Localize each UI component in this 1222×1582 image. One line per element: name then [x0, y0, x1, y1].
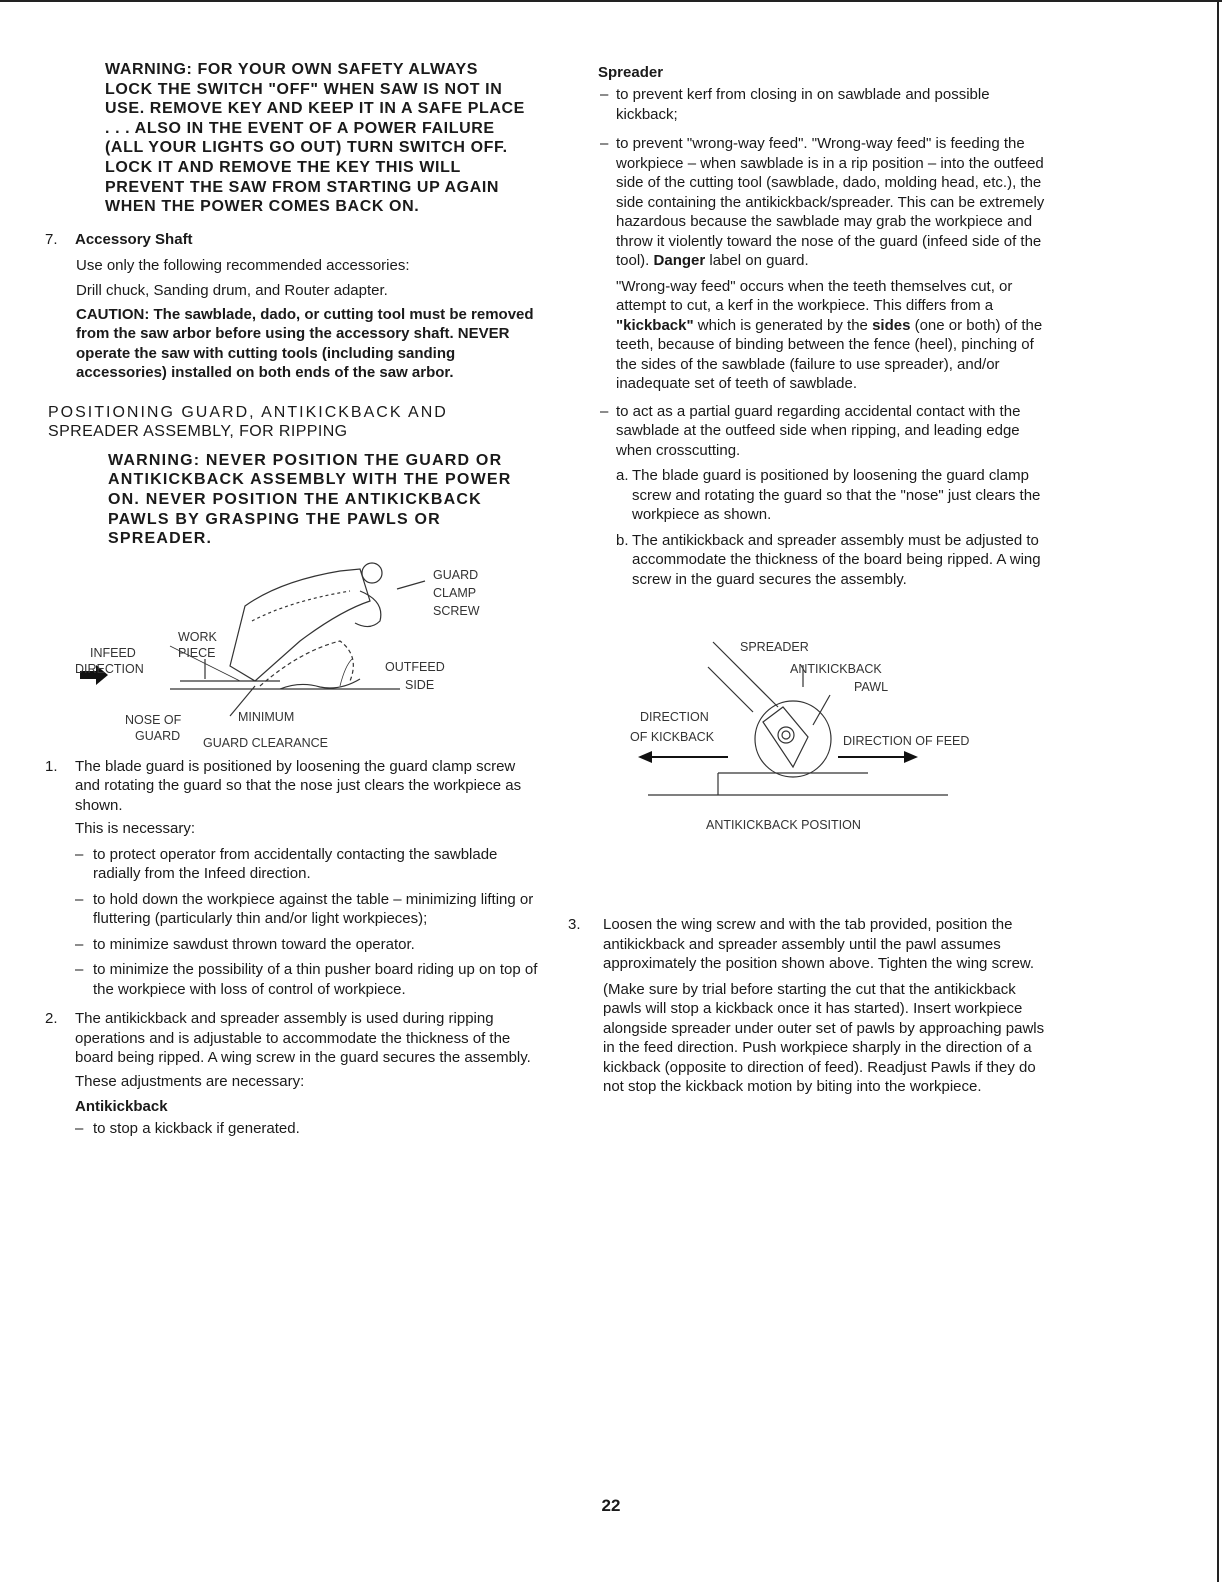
item-2-necessary: These adjustments are necessary: — [75, 1072, 305, 1090]
wwf-kickback-word: "kickback" — [616, 316, 694, 334]
guard-clamp-screw-knob — [362, 563, 382, 583]
item-1-dash-1: – to protect operator from accidentally contacting the sawblade radially from the Infeed direction. — [75, 845, 498, 883]
antikickback-dash-text: to stop a kickback if generated. — [93, 1119, 300, 1137]
item-7-number: 7. — [45, 230, 58, 248]
section-title-line-2: SPREADER ASSEMBLY, FOR RIPPING — [48, 422, 348, 440]
kickback-arrow-icon — [638, 751, 652, 763]
fig2-label-of-kickback: OF KICKBACK — [630, 730, 715, 744]
antikickback-position-diagram — [568, 637, 1054, 867]
feed-arrow-icon — [904, 751, 918, 763]
fig1-label-guard: GUARD — [433, 567, 479, 582]
pawl-pivot-icon — [778, 727, 794, 743]
warning-switch-lock: WARNING: FOR YOUR OWN SAFETY ALWAYS LOCK THE SWITCH "OFF" WHEN SAW IS NOT IN USE. REMOVE KEY AND KEEP IT IN A SAFE PLACE . . . ALSO IN THE EVENT OF A POWER FAILURE (ALL YOUR LIGHTS GO OUT) TURN SWITCH OFF. LOCK IT AND REMOVE THE KEY THIS WILL PREVENT THE SAW FROM STARTING UP AGAIN WHEN THE POWER COMES BACK ON. — [105, 61, 525, 216]
guard-clearance-diagram — [40, 541, 510, 751]
fig2-caption: ANTIKICKBACK POSITION — [706, 818, 861, 832]
right-column — [568, 64, 1054, 1097]
item-7-body — [76, 248, 540, 383]
item-1 — [40, 757, 540, 1000]
page-number: 22 — [601, 1496, 621, 1515]
item-3-text: Loosen the wing screw and with the tab provided, position the antikickback and spreader assembly until the pawl assumes approximately the position shown above. Tighten the wing screw. — [603, 916, 1035, 972]
spreader-pointer-2 — [708, 667, 753, 712]
item-3 — [568, 915, 1054, 1097]
fig1-label-work: WORK — [178, 629, 217, 644]
spreader-dash-2-text-b: label on guard. — [709, 252, 809, 269]
item-7-caution: CAUTION: The sawblade, dado, or cutting tool must be removed from the saw arbor before using the accessory shaft. NEVER operate the saw with cutting tools (including sanding accessories) installed on both ends of the saw arbor. — [76, 305, 534, 382]
fig2-label-direction: DIRECTION — [640, 710, 709, 724]
fig1-label-guard-clearance: GUARD CLEARANCE — [203, 735, 329, 750]
fig1-label-outfeed: OUTFEED — [385, 659, 445, 674]
fig2-label-spreader: SPREADER — [740, 640, 809, 654]
spreader-dash-2: – to prevent "wrong-way feed". "Wrong-way feed" is feeding the workpiece – when sawblade is in a rip position – into the outfeed side of the cutting tool (sawblade, dado, molding head, etc.), the side containing the antikickback/spreader. This can be extremely hazardous because the sawblade may grab the workpiece and throw it violently toward the nose of the guard (infeed side of the tool). Danger label on guard. — [600, 135, 1045, 269]
item-1-dash-4-text: to minimize the possibility of a thin pusher board riding up on top of the workpiece with loss of control of workpiece. — [93, 961, 538, 998]
item-3-number: 3. — [568, 916, 581, 933]
item-1-dash-2: – to hold down the workpiece against the table – minimizing lifting or fluttering (particularly thin and/or light workpieces); — [75, 890, 534, 928]
fig1-label-side: SIDE — [405, 677, 435, 692]
wwf-text-b: which is generated by the — [697, 316, 868, 334]
sub-item-a — [616, 466, 1054, 525]
fig1-label-direction: DIRECTION — [75, 661, 144, 676]
section-title-line-1: POSITIONING GUARD, ANTIKICKBACK AND — [48, 403, 448, 421]
item-2-text: The antikickback and spreader assembly is used during ripping operations and is adjustable to accommodate the thickness of the board being ripped. A wing screw in the guard secures the assembly. — [75, 1010, 531, 1067]
item-7-title: Accessory Shaft — [75, 230, 193, 248]
item-1-number: 1. — [45, 757, 58, 775]
fig1-label-nose-guard: GUARD — [135, 728, 181, 743]
pawl-pointer — [813, 695, 830, 725]
wrong-way-feed-paragraph — [616, 277, 1054, 394]
pawl-pivot-inner — [782, 731, 790, 739]
fig2-label-pawl: PAWL — [854, 680, 889, 694]
spreader-heading: Spreader — [598, 64, 664, 81]
antikickback-dash: – to stop a kickback if generated. — [75, 1119, 300, 1137]
sub-item-b-label: b. — [616, 531, 629, 549]
item-1-text: The blade guard is positioned by loosening the guard clamp screw and rotating the guard so that the nose just clears the workpiece as shown. — [75, 757, 522, 814]
item-7-p1: Use only the following recommended accessories: — [76, 256, 410, 274]
item-1-dash-3-text: to minimize sawdust thrown toward the operator. — [93, 935, 415, 953]
fig1-label-infeed: INFEED — [90, 645, 136, 660]
spreader-dash-3-text: to act as a partial guard regarding accidental contact with the sawblade at the outfeed side when ripping, and leading edge when crosscutting. — [616, 402, 1021, 459]
antikickback-heading: Antikickback — [75, 1098, 168, 1116]
fig1-label-piece: PIECE — [178, 645, 216, 660]
sub-item-b-text: The antikickback and spreader assembly must be adjusted to accommodate the thickness of the board being ripped. A wing screw in the guard secures the assembly. — [632, 531, 1041, 588]
item-1-dash-2-text: to hold down the workpiece against the table – minimizing lifting or fluttering (particularly thin and/or light workpieces); — [93, 890, 534, 928]
spreader-dash-2-text-a: to prevent "wrong-way feed". "Wrong-way feed" is feeding the workpiece – when sawblade is in a rip position – into the outfeed side of the cutting tool (sawblade, dado, molding head, etc.), the side containing the antikickback/spreader. This can be extremely hazardous because the sawblade may grab the workpiece and throw it violently toward the nose of the guard (infeed side of the tool). — [616, 135, 1045, 269]
wwf-text-c: (one or both) of the teeth, because of binding between the fence (heel), pinching of the sides of the sawblade (failure to use spreader), and/or inadequate set of teeth of sawblade. — [616, 316, 1043, 392]
guard-inner-outline — [252, 591, 350, 621]
fig2-label-antikickback: ANTIKICKBACK — [790, 662, 882, 676]
warning-positioning: WARNING: NEVER POSITION THE GUARD OR ANTIKICKBACK ASSEMBLY WITH THE POWER ON. NEVER POSITION THE ANTIKICKBACK PAWLS BY GRASPING THE PAWLS OR SPREADER. — [108, 451, 512, 548]
blade-guard-shape — [230, 569, 370, 681]
fig2-label-direction-of-feed: DIRECTION OF FEED — [843, 734, 970, 748]
left-column — [40, 60, 540, 1138]
fig1-label-screw: SCREW — [433, 603, 480, 618]
item-2-number: 2. — [45, 1010, 58, 1028]
saw-teeth-line — [280, 679, 360, 689]
item-2 — [40, 1009, 540, 1138]
item-1-dash-1-text: to protect operator from accidentally contacting the sawblade radially from the Infeed direction. — [93, 845, 498, 883]
page-right-border — [1217, 0, 1219, 1582]
wwf-sides-word: sides — [872, 316, 911, 334]
antikickback-pawl-shape — [763, 707, 808, 767]
fig1-label-clamp: CLAMP — [433, 585, 477, 600]
item-7-heading — [40, 231, 540, 248]
guard-clamp-pointer — [397, 581, 425, 589]
fig1-label-minimum: MINIMUM — [238, 709, 295, 724]
outfeed-pointer — [340, 659, 352, 686]
spreader-dash-1: – to prevent kerf from closing in on sawblade and possible kickback; — [600, 86, 990, 123]
item-1-dash-3: – to minimize sawdust thrown toward the operator. — [75, 935, 415, 953]
sub-item-a-text: The blade guard is positioned by loosening the guard clamp screw and rotating the guard so that the "nose" just clears the workpiece as shown. — [632, 467, 1041, 523]
item-1-dash-4: – to minimize the possibility of a thin pusher board riding up on top of the workpiece with loss of control of workpiece. — [75, 961, 538, 998]
sub-item-a-label: a. — [616, 467, 629, 484]
fig1-label-nose-of: NOSE OF — [125, 712, 182, 727]
wwf-text-a: "Wrong-way feed" occurs when the teeth themselves cut, or attempt to cut, a kerf in the workpiece. This differs from a — [616, 277, 1013, 314]
item-1-necessary: This is necessary: — [75, 820, 196, 838]
danger-word: Danger — [653, 252, 706, 269]
spreader-dash-3: – to act as a partial guard regarding accidental contact with the sawblade at the outfeed side when ripping, and leading edge when crosscutting. — [600, 402, 1021, 459]
section-title — [48, 403, 540, 441]
page-top-border — [0, 0, 1222, 2]
spreader-dash-1-text: to prevent kerf from closing in on sawblade and possible kickback; — [616, 86, 990, 123]
sub-item-b — [616, 531, 1054, 590]
item-3-p2: (Make sure by trial before starting the cut that the antikickback pawls will stop a kickback once it has started). Insert workpiece alongside spreader under outer set of pawls by approaching pawls in the feed direction. Push workpiece sharply in the direction of a kickback (opposite to direction of feed). Readjust Pawls if they do not stop the kickback motion by biting into the workpiece. — [603, 980, 1045, 1095]
item-7-p2: Drill chuck, Sanding drum, and Router adapter. — [76, 282, 388, 300]
